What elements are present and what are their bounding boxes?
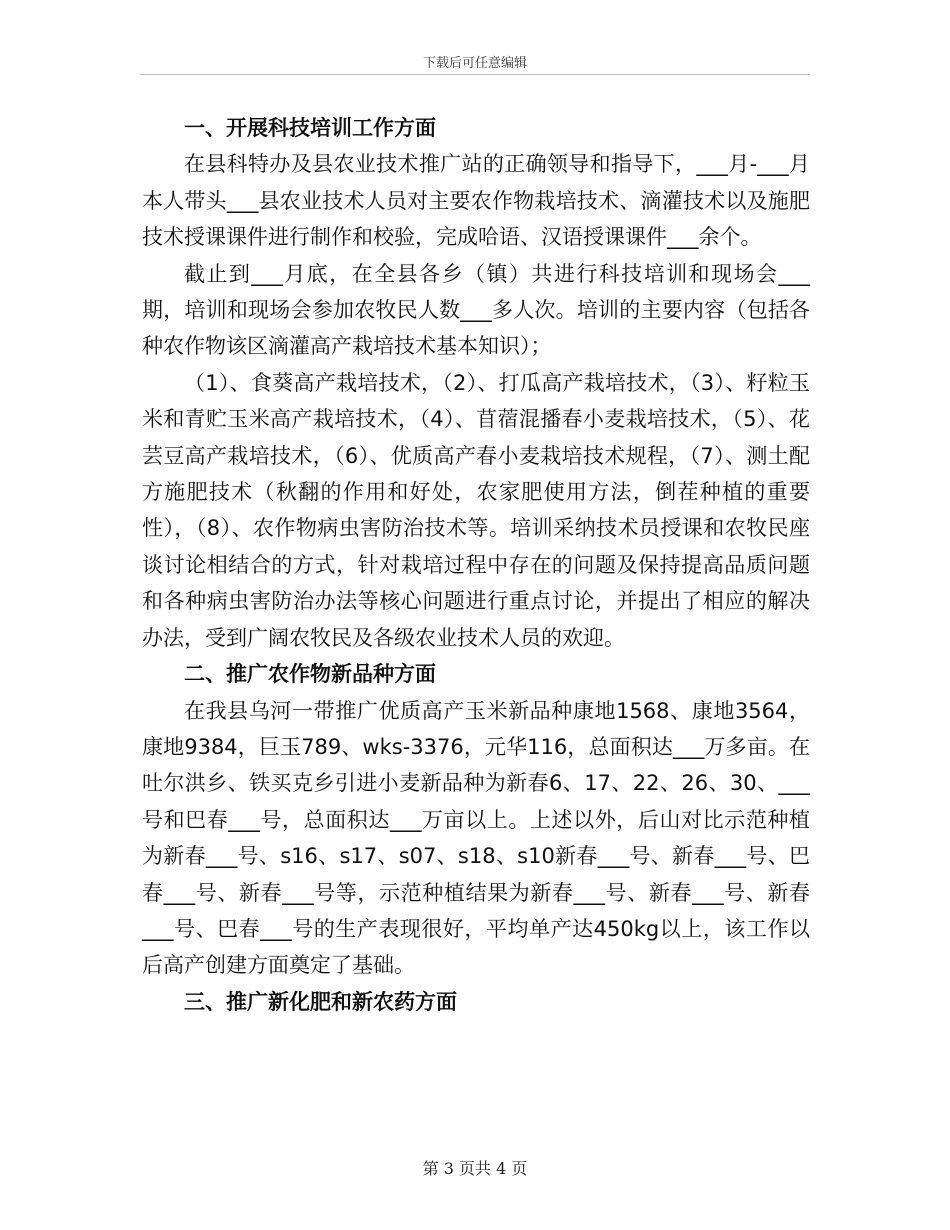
page-header: 下载后可任意编辑 — [422, 56, 527, 71]
section-heading-1: 一、开展科技培训工作方面 — [184, 116, 436, 140]
section-1-paragraph-2: 截止到___月底，在全县各乡（镇）共进行科技培训和现场会___期，培训和现场会参加农牧民人数___多人次。培训的主要内容（包括各种农作物该区滴灌高产栽培技术基本知识）； — [142, 261, 810, 359]
section-2-paragraph-1: 在我县乌河一带推广优质高产玉米新品种康地1568、康地3564，康地9384，巨玉789、wks-3376，元华116，总面积达___万多亩。在吐尔洪乡、铁买克乡引进小麦新品种为新春6、17、22、26、30、___号和巴春___号，总面积达___万亩以上。上述以外，后山对比示范种植为新春___号、s16、s17、s07、s18、s10新春___号、新春___号、巴春___号、新春___号等，示范种植结果为新春___号、新春___号、新春___号、巴春___号的生产表现很好，平均单产达450kg以上，该工作以后高产创建方面奠定了基础。 — [142, 698, 810, 978]
header-divider — [140, 74, 810, 75]
page-footer: 第 3 页共 4 页 — [422, 1159, 528, 1178]
document-body — [142, 110, 810, 1020]
section-1-paragraph-1: 在县科特办及县农业技术推广站的正确领导和指导下，___月-___月本人带头___县农业技术人员对主要农作物栽培技术、滴灌技术以及施肥技术授课课件进行制作和校验，完成哈语、汉语授课课件___余个。 — [142, 152, 810, 250]
section-1-paragraph-3: （1）、食葵高产栽培技术，（2）、打瓜高产栽培技术，（3）、籽粒玉米和青贮玉米高产栽培技术，（4）、苜蓿混播春小麦栽培技术，（5）、花芸豆高产栽培技术，（6）、优质高产春小麦栽培技术规程，（7）、测土配方施肥技术（秋翻的作用和好处，农家肥使用方法，倒茬种植的重要性），（8）、农作物病虫害防治技术等。培训采纳技术员授课和农牧民座谈讨论相结合的方式，针对栽培过程中存在的问题及保持提高品质问题和各种病虫害防治办法等核心问题进行重点讨论，并提出了相应的解决办法，受到广阔农牧民及各级农业技术人员的欢迎。 — [142, 370, 810, 650]
section-heading-3: 三、推广新化肥和新农药方面 — [184, 989, 457, 1014]
section-heading-2: 二、推广农作物新品种方面 — [184, 662, 436, 687]
